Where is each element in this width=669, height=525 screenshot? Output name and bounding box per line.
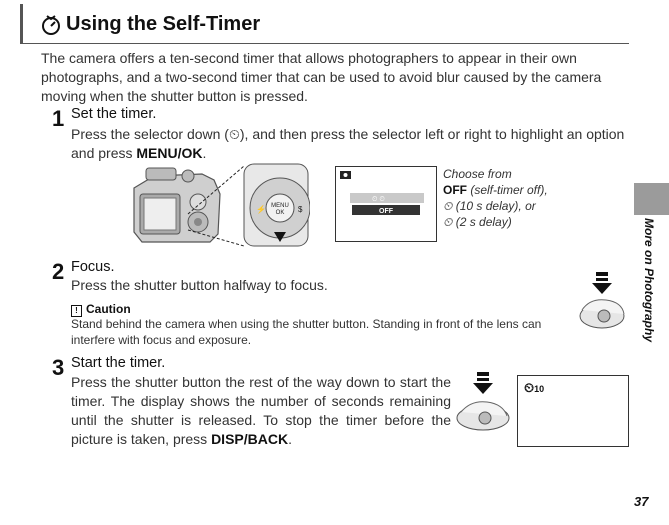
section-label bbox=[628, 218, 668, 358]
caption-lead: Choose from bbox=[443, 167, 512, 181]
two-second-timer-icon: ⏲ bbox=[443, 215, 453, 229]
section-label-text: More on Photography bbox=[642, 218, 656, 342]
page-title: Using the Self-Timer bbox=[66, 13, 261, 35]
step-1-body bbox=[71, 125, 631, 163]
step-1-text-a: Press the selector down ( bbox=[71, 126, 229, 142]
step-2-body: Press the shutter button halfway to focus. bbox=[71, 277, 328, 293]
title-rule-left bbox=[20, 4, 23, 44]
step-1-text-b: ), and then press the selector left or right to highlight an option and press bbox=[71, 126, 625, 161]
lcd-screen-countdown bbox=[517, 375, 629, 447]
step-3-body bbox=[71, 373, 451, 449]
caption-ten: (10 s delay), or bbox=[452, 199, 536, 213]
caption-off-desc: (self-timer off), bbox=[467, 183, 548, 197]
section-tab bbox=[634, 183, 669, 215]
caution-body: Stand behind the camera when using the shutter button. Standing in front of the lens can interfere with focus and exposure. bbox=[71, 317, 542, 347]
step-3-text-a: Press the shutter button the rest of the way down to start the timer. The display shows the number of seconds remaining until the shutter is released. To stop the timer before the picture is taken, press bbox=[71, 374, 451, 447]
self-timer-inline-icon: ⏲ bbox=[228, 126, 240, 142]
countdown-value: 10 bbox=[534, 384, 545, 394]
camera-illustration bbox=[132, 162, 310, 248]
step-3-heading: Start the timer. bbox=[71, 355, 166, 371]
caption-off: OFF bbox=[443, 183, 467, 197]
svg-text:⚡: ⚡ bbox=[256, 205, 266, 214]
lcd-screen-timer-menu bbox=[335, 166, 437, 242]
caption-two-line bbox=[443, 214, 613, 230]
title-rule-bottom bbox=[20, 43, 629, 44]
self-timer-status-icon: ⏲ bbox=[524, 380, 535, 395]
step-3-number: 3 bbox=[52, 355, 65, 380]
caution-heading bbox=[71, 302, 131, 317]
caption-two: (2 s delay) bbox=[452, 215, 512, 229]
step-2-number: 2 bbox=[52, 259, 65, 284]
svg-text:$: $ bbox=[298, 205, 303, 214]
caption-off-line bbox=[443, 182, 613, 198]
ten-second-timer-icon: ⏲ bbox=[443, 199, 453, 213]
self-timer-icon bbox=[40, 14, 62, 36]
svg-text:⏲ ⏲: ⏲ ⏲ bbox=[372, 196, 385, 203]
caution-icon: ! bbox=[71, 305, 82, 317]
shutter-half-press-illustration bbox=[578, 272, 630, 334]
step-1-text-c: . bbox=[202, 145, 207, 161]
countdown-display bbox=[524, 380, 544, 396]
step-1-heading: Set the timer. bbox=[71, 106, 157, 122]
svg-text:OK: OK bbox=[275, 210, 285, 216]
svg-text:MENU: MENU bbox=[271, 203, 289, 209]
menu-ok-label: MENU/OK bbox=[136, 145, 203, 161]
caution-heading-text: Caution bbox=[86, 302, 131, 316]
timer-options-caption bbox=[443, 166, 613, 230]
step-2-heading: Focus. bbox=[71, 259, 115, 275]
intro-paragraph: The camera offers a ten-second timer that allows photographers to appear in their own photographs, and a two-second timer that can be used to avoid blur caused by the camera moving when the shutter button is pressed. bbox=[41, 50, 602, 104]
caption-ten-line bbox=[443, 198, 613, 214]
step-3-text-b: . bbox=[288, 431, 292, 447]
disp-back-label: DISP/BACK bbox=[211, 431, 289, 447]
step-1-number: 1 bbox=[52, 106, 65, 131]
page-number: 37 bbox=[634, 494, 649, 509]
shutter-full-press-illustration bbox=[455, 372, 513, 434]
screen1-selected: OFF bbox=[379, 208, 393, 215]
